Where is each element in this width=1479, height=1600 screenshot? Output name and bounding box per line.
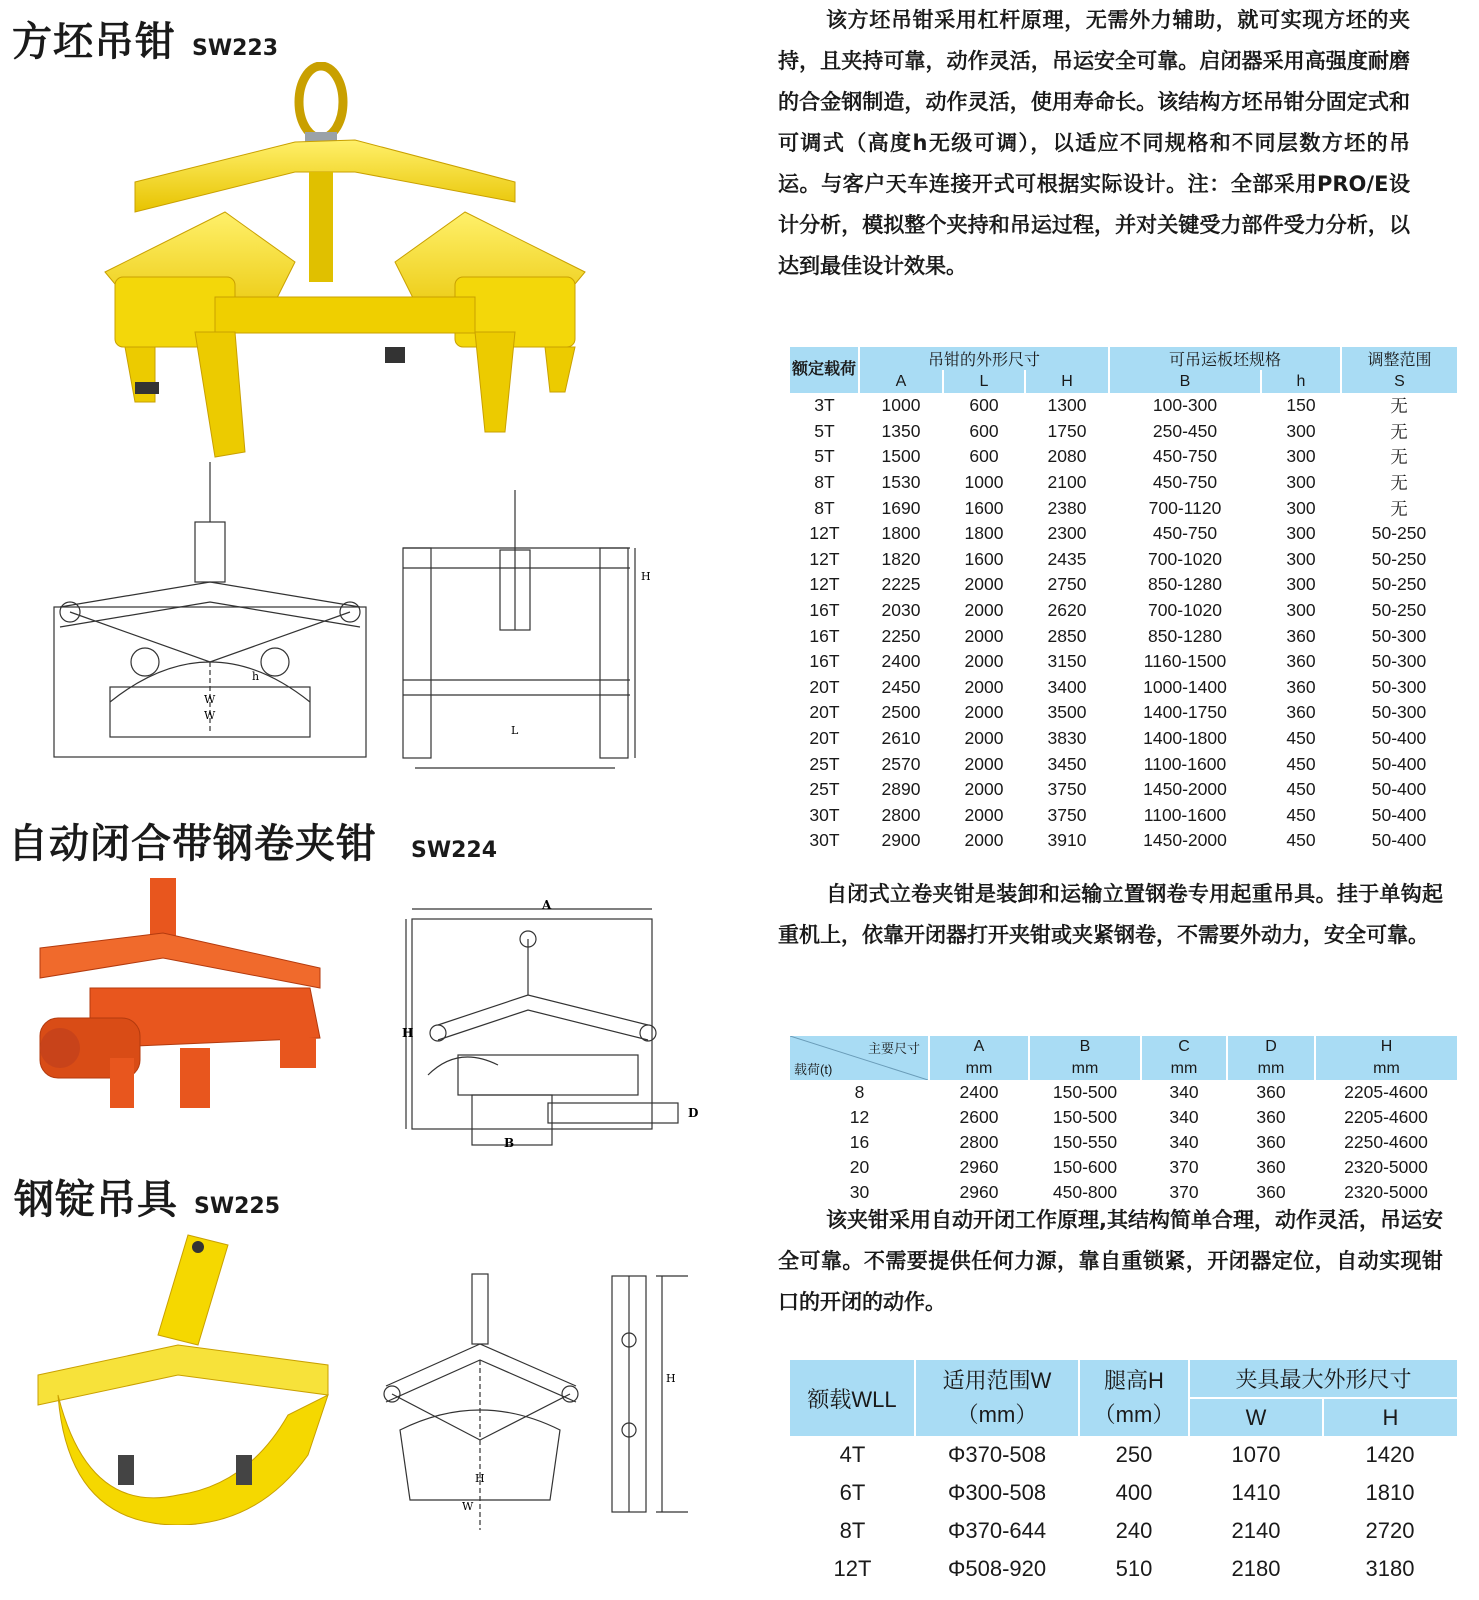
table-cell: 3750 xyxy=(1047,779,1087,800)
table-cell: 16T xyxy=(809,600,840,621)
table-cell: 360 xyxy=(1286,676,1316,697)
table-cell: 2800 xyxy=(959,1132,999,1152)
spec-table-sw223 xyxy=(790,347,1457,854)
table-row xyxy=(790,521,1457,547)
section-title-sw225 xyxy=(14,1168,280,1225)
table-cell: 1750 xyxy=(1047,420,1087,441)
table-cell: 5T xyxy=(814,446,835,467)
spec-table-sw224 xyxy=(790,1036,1457,1205)
table-cell: 1000 xyxy=(881,395,921,416)
table-cell: 250 xyxy=(1115,1442,1153,1467)
table-cell: 1000-1400 xyxy=(1143,676,1227,697)
table-cell: 1810 xyxy=(1365,1480,1415,1505)
table-row xyxy=(790,470,1457,496)
table-cell: 450 xyxy=(1286,779,1316,800)
table-cell: 8T xyxy=(839,1518,866,1543)
table-cell: 2225 xyxy=(881,574,921,595)
table-cell: 300 xyxy=(1286,523,1316,544)
label-h: H xyxy=(666,1372,676,1385)
table-body xyxy=(790,1080,1457,1205)
table-cell: 2000 xyxy=(964,753,1004,774)
table-cell: 2570 xyxy=(881,753,921,774)
table-cell: 12T xyxy=(809,548,840,569)
spec-table-sw225 xyxy=(790,1360,1457,1588)
table-cell: 2140 xyxy=(1231,1518,1281,1543)
table-cell: 2890 xyxy=(881,779,921,800)
col-header-h-small: h xyxy=(1261,370,1341,393)
table-cell: 无 xyxy=(1390,473,1408,494)
table-cell: 450-750 xyxy=(1152,523,1218,544)
table-cell: 300 xyxy=(1286,600,1316,621)
table-cell: 150 xyxy=(1286,395,1316,416)
col-header-b: B xyxy=(1029,1036,1141,1058)
table-cell: 850-1280 xyxy=(1148,625,1222,646)
table-cell: 20 xyxy=(849,1157,870,1177)
table-cell: 2080 xyxy=(1047,446,1087,467)
table-cell: 无 xyxy=(1390,447,1408,468)
table-row xyxy=(790,1474,1457,1512)
table-row xyxy=(790,777,1457,803)
unit-label: mm xyxy=(1315,1058,1457,1080)
table-row xyxy=(790,803,1457,829)
table-row xyxy=(790,547,1457,573)
table-row xyxy=(790,1550,1457,1588)
table-cell: 16 xyxy=(849,1132,870,1152)
table-cell: 2750 xyxy=(1047,574,1087,595)
table-cell: 8T xyxy=(814,497,835,518)
table-row xyxy=(790,444,1457,470)
table-cell: 2250 xyxy=(881,625,921,646)
table-cell: 510 xyxy=(1115,1556,1153,1581)
coil-tong-photo xyxy=(30,878,330,1118)
section-title-text: 方坯吊钳 xyxy=(12,19,176,65)
billet-tong-front-drawing xyxy=(50,462,370,762)
col-header-adjust: 调整范围 xyxy=(1341,347,1457,370)
table-cell: Φ300-508 xyxy=(947,1480,1047,1505)
table-body xyxy=(790,1436,1457,1588)
table-cell: 250-450 xyxy=(1152,420,1218,441)
table-cell: 360 xyxy=(1286,702,1316,723)
table-cell: 450-750 xyxy=(1152,446,1218,467)
table-cell: 300 xyxy=(1286,574,1316,595)
table-cell: 30T xyxy=(809,804,840,825)
table-cell: 2380 xyxy=(1047,497,1087,518)
table-cell: 1000 xyxy=(964,472,1004,493)
col-header-range xyxy=(915,1360,1079,1436)
table-cell: 1400-1750 xyxy=(1143,702,1227,723)
table-cell: 2600 xyxy=(959,1107,999,1127)
table-cell: 2400 xyxy=(959,1082,999,1102)
table-cell: 600 xyxy=(969,446,999,467)
label-l: L xyxy=(511,724,519,737)
table-cell: 3750 xyxy=(1047,804,1087,825)
table-row xyxy=(790,1105,1457,1130)
table-cell: 2850 xyxy=(1047,625,1087,646)
table-cell: 3910 xyxy=(1047,830,1087,851)
table-cell: 340 xyxy=(1169,1132,1199,1152)
table-cell: 300 xyxy=(1286,472,1316,493)
table-cell: 1300 xyxy=(1047,395,1087,416)
corner-label-load: 载荷(t) xyxy=(794,1062,833,1077)
label-w: W xyxy=(204,693,216,706)
table-cell: 2900 xyxy=(881,830,921,851)
table-cell: 300 xyxy=(1286,446,1316,467)
billet-tong-photo xyxy=(95,62,615,462)
table-cell: 12 xyxy=(849,1107,870,1127)
table-cell: 2000 xyxy=(964,625,1004,646)
col-header-h: H xyxy=(1323,1398,1457,1436)
table-cell: 2000 xyxy=(964,574,1004,595)
coil-tong-drawing xyxy=(398,895,710,1160)
table-cell: Φ508-920 xyxy=(947,1556,1047,1581)
unit-label: mm xyxy=(1029,1058,1141,1080)
table-cell: 450 xyxy=(1286,804,1316,825)
table-cell: 360 xyxy=(1256,1182,1286,1202)
col-header-a: A xyxy=(859,370,943,393)
col-header-w: W xyxy=(1189,1398,1323,1436)
table-cell: 2720 xyxy=(1365,1518,1415,1543)
table-cell: 370 xyxy=(1169,1157,1199,1177)
table-row xyxy=(790,649,1457,675)
label-b: B xyxy=(504,1136,515,1150)
col-header-max-dims: 夹具最大外形尺寸 xyxy=(1189,1360,1457,1398)
section-title-text: 自动闭合带钢卷夹钳 xyxy=(8,821,377,867)
table-cell: 2435 xyxy=(1047,548,1087,569)
label-a: A xyxy=(542,898,552,912)
table-cell: 450 xyxy=(1286,753,1316,774)
table-cell: 30 xyxy=(849,1182,870,1202)
table-cell: 360 xyxy=(1256,1107,1286,1127)
table-cell: 1410 xyxy=(1231,1480,1281,1505)
range-unit: （mm） xyxy=(956,1402,1038,1427)
col-header-s: S xyxy=(1341,370,1457,393)
col-header-c: C xyxy=(1141,1036,1227,1058)
table-cell: 340 xyxy=(1169,1107,1199,1127)
col-header-l: L xyxy=(943,370,1025,393)
table-cell: 360 xyxy=(1256,1132,1286,1152)
table-cell: 340 xyxy=(1169,1082,1199,1102)
table-cell: 450 xyxy=(1286,728,1316,749)
table-cell: 1820 xyxy=(881,548,921,569)
table-cell: 6T xyxy=(839,1480,866,1505)
table-row xyxy=(790,572,1457,598)
ingot-tong-front-drawing xyxy=(380,1270,590,1540)
ingot-tong-side-drawing xyxy=(602,1270,694,1520)
table-cell: 无 xyxy=(1390,396,1408,417)
table-row xyxy=(790,700,1457,726)
table-cell: 无 xyxy=(1390,498,1408,519)
table-cell: Φ370-644 xyxy=(947,1518,1047,1543)
table-cell: 300 xyxy=(1286,497,1316,518)
table-cell: 2000 xyxy=(964,804,1004,825)
table-cell: 8 xyxy=(854,1082,865,1102)
unit-label: mm xyxy=(929,1058,1029,1080)
col-header-d: D xyxy=(1227,1036,1315,1058)
table-cell: 50-400 xyxy=(1371,753,1427,774)
table-row xyxy=(790,393,1457,419)
table-cell: 20T xyxy=(809,728,840,749)
table-cell: 700-1020 xyxy=(1148,600,1222,621)
table-row xyxy=(790,1180,1457,1205)
label-d: D xyxy=(688,1106,699,1120)
table-cell: 20T xyxy=(809,702,840,723)
table-cell: 360 xyxy=(1256,1157,1286,1177)
table-cell: 3500 xyxy=(1047,702,1087,723)
col-header-outline: 吊钳的外形尺寸 xyxy=(859,347,1109,370)
table-cell: 360 xyxy=(1256,1082,1286,1102)
table-cell: 2000 xyxy=(964,702,1004,723)
table-cell: 240 xyxy=(1115,1518,1153,1543)
table-cell: 450-800 xyxy=(1052,1182,1118,1202)
billet-tong-side-drawing xyxy=(395,490,655,775)
label-w: W xyxy=(204,709,216,722)
table-cell: 2620 xyxy=(1047,600,1087,621)
table-cell: 2000 xyxy=(964,676,1004,697)
table-row xyxy=(790,1512,1457,1550)
table-cell: 300 xyxy=(1286,420,1316,441)
col-header-h: H xyxy=(1315,1036,1457,1058)
table-cell: 1600 xyxy=(964,497,1004,518)
table-row xyxy=(790,1436,1457,1474)
table-cell: 50-300 xyxy=(1371,702,1427,723)
label-h: H xyxy=(641,570,651,583)
table-cell: 300 xyxy=(1286,548,1316,569)
table-cell: 2000 xyxy=(964,728,1004,749)
table-cell: 2180 xyxy=(1231,1556,1281,1581)
table-cell: Φ370-508 xyxy=(947,1442,1047,1467)
table-cell: 1450-2000 xyxy=(1143,779,1227,800)
table-cell: 360 xyxy=(1286,625,1316,646)
table-cell: 8T xyxy=(814,472,835,493)
table-cell: 450-750 xyxy=(1152,472,1218,493)
table-cell: 20T xyxy=(809,676,840,697)
table-cell: 370 xyxy=(1169,1182,1199,1202)
table-cell: 2610 xyxy=(881,728,921,749)
table-cell: 3400 xyxy=(1047,676,1087,697)
table-cell: 2960 xyxy=(959,1157,999,1177)
table-cell: 1160-1500 xyxy=(1143,651,1227,672)
table-cell: 无 xyxy=(1390,421,1408,442)
description-sw223 xyxy=(778,0,1410,287)
table-cell: 1800 xyxy=(964,523,1004,544)
table-cell: 50-250 xyxy=(1371,523,1427,544)
table-cell: 1400-1800 xyxy=(1143,728,1227,749)
table-cell: 12T xyxy=(809,523,840,544)
table-cell: 2000 xyxy=(964,651,1004,672)
table-row xyxy=(790,1080,1457,1105)
table-cell: 50-400 xyxy=(1371,830,1427,851)
table-cell: 2100 xyxy=(1047,472,1087,493)
table-row xyxy=(790,623,1457,649)
col-header-load: 额定载荷 xyxy=(790,347,859,393)
table-cell: 3830 xyxy=(1047,728,1087,749)
col-header-leg xyxy=(1079,1360,1189,1436)
table-row xyxy=(790,1155,1457,1180)
table-cell: 5T xyxy=(814,420,835,441)
section-title-sw223 xyxy=(12,10,278,67)
table-cell: 1690 xyxy=(881,497,921,518)
table-cell: 3450 xyxy=(1047,753,1087,774)
table-row xyxy=(790,726,1457,752)
table-cell: 400 xyxy=(1115,1480,1153,1505)
label-w: W xyxy=(462,1500,474,1513)
table-cell: 25T xyxy=(809,779,840,800)
table-cell: 600 xyxy=(969,395,999,416)
range-label: 适用范围W xyxy=(942,1368,1052,1393)
table-cell: 150-500 xyxy=(1052,1107,1118,1127)
description-sw225 xyxy=(778,1200,1443,1323)
table-row xyxy=(790,419,1457,445)
table-cell: 2960 xyxy=(959,1182,999,1202)
section-code: SW224 xyxy=(411,838,498,863)
col-header-load: 额载WLL xyxy=(790,1360,915,1436)
table-cell: 3T xyxy=(814,395,835,416)
table-row xyxy=(790,598,1457,624)
table-body xyxy=(790,393,1457,854)
section-code: SW225 xyxy=(194,1194,281,1219)
leg-unit: （mm） xyxy=(1093,1402,1175,1427)
table-cell: 2250-4600 xyxy=(1344,1132,1428,1152)
col-header-h: H xyxy=(1025,370,1109,393)
description-sw224 xyxy=(778,874,1443,956)
table-row xyxy=(790,1130,1457,1155)
table-cell: 2205-4600 xyxy=(1344,1082,1428,1102)
table-cell: 2800 xyxy=(881,804,921,825)
table-cell: 50-300 xyxy=(1371,676,1427,697)
table-cell: 1350 xyxy=(881,420,921,441)
table-cell: 2030 xyxy=(881,600,921,621)
col-header-b: B xyxy=(1109,370,1261,393)
table-cell: 25T xyxy=(809,753,840,774)
table-cell: 1070 xyxy=(1231,1442,1281,1467)
table-cell: 50-400 xyxy=(1371,779,1427,800)
table-cell: 16T xyxy=(809,625,840,646)
table-cell: 3180 xyxy=(1365,1556,1415,1581)
col-header-spec: 可吊运板坯规格 xyxy=(1109,347,1341,370)
table-cell: 50-400 xyxy=(1371,728,1427,749)
table-cell: 150-600 xyxy=(1052,1157,1118,1177)
table-cell: 2320-5000 xyxy=(1344,1182,1428,1202)
table-cell: 30T xyxy=(809,830,840,851)
col-header-corner xyxy=(790,1036,929,1080)
table-cell: 12T xyxy=(833,1556,872,1581)
table-cell: 50-250 xyxy=(1371,574,1427,595)
table-row xyxy=(790,751,1457,777)
table-cell: 700-1020 xyxy=(1148,548,1222,569)
table-cell: 2000 xyxy=(964,779,1004,800)
section-title-text: 钢锭吊具 xyxy=(14,1177,178,1223)
table-cell: 850-1280 xyxy=(1148,574,1222,595)
table-cell: 100-300 xyxy=(1152,395,1218,416)
table-cell: 16T xyxy=(809,651,840,672)
description-text: 该方坯吊钳采用杠杆原理，无需外力辅助，就可实现方坯的夹持，且夹持可靠，动作灵活，吊运安全可靠。启闭器采用高强度耐磨的合金钢制造，动作灵活，使用寿命长。该结构方坯吊钳分固定式和可调式（高度h无级可调），以适应不同规格和不同层数方坯的吊运。与客户天车连接开式可根据实际设计。注：全部采用PRO/E设计分析，模拟整个夹持和吊运过程，并对关键受力部件受力分析，以达到最佳设计效果。 xyxy=(778,8,1410,278)
label-h: H xyxy=(402,1026,414,1040)
table-cell: 2500 xyxy=(881,702,921,723)
table-cell: 2000 xyxy=(964,600,1004,621)
label-h: H xyxy=(475,1472,485,1485)
table-cell: 50-300 xyxy=(1371,625,1427,646)
section-title-sw224 xyxy=(8,812,497,869)
description-text: 该夹钳采用自动开闭工作原理,其结构简单合理，动作灵活，吊运安全可靠。不需要提供任何力源，靠自重锁紧，开闭器定位，自动实现钳口的开闭的动作。 xyxy=(778,1208,1443,1314)
table-cell: 1500 xyxy=(881,446,921,467)
unit-label: mm xyxy=(1227,1058,1315,1080)
table-cell: 1530 xyxy=(881,472,921,493)
table-cell: 1800 xyxy=(881,523,921,544)
leg-label: 腿高H xyxy=(1104,1368,1164,1393)
table-row xyxy=(790,828,1457,854)
table-cell: 2205-4600 xyxy=(1344,1107,1428,1127)
section-code: SW223 xyxy=(192,36,279,61)
table-cell: 50-250 xyxy=(1371,548,1427,569)
table-cell: 1450-2000 xyxy=(1143,830,1227,851)
table-cell: 2300 xyxy=(1047,523,1087,544)
table-cell: 360 xyxy=(1286,651,1316,672)
table-cell: 2320-5000 xyxy=(1344,1157,1428,1177)
table-cell: 1100-1600 xyxy=(1143,753,1227,774)
table-cell: 1100-1600 xyxy=(1143,804,1227,825)
corner-label-dims: 主要尺寸 xyxy=(867,1041,920,1056)
table-cell: 12T xyxy=(809,574,840,595)
col-header-a: A xyxy=(929,1036,1029,1058)
table-cell: 3150 xyxy=(1047,651,1087,672)
table-cell: 2450 xyxy=(881,676,921,697)
table-cell: 50-400 xyxy=(1371,804,1427,825)
table-cell: 50-250 xyxy=(1371,600,1427,621)
table-cell: 150-550 xyxy=(1052,1132,1118,1152)
table-cell: 600 xyxy=(969,420,999,441)
table-row xyxy=(790,675,1457,701)
description-text: 自闭式立卷夹钳是装卸和运输立置钢卷专用起重吊具。挂于单钩起重机上，依靠开闭器打开夹钳或夹紧钢卷，不需要外动力，安全可靠。 xyxy=(778,882,1443,947)
table-cell: 450 xyxy=(1286,830,1316,851)
table-cell: 2400 xyxy=(881,651,921,672)
label-h: h xyxy=(252,670,260,683)
table-cell: 1600 xyxy=(964,548,1004,569)
table-cell: 700-1120 xyxy=(1148,497,1222,518)
ingot-tong-photo xyxy=(28,1225,338,1525)
table-row xyxy=(790,495,1457,521)
table-cell: 4T xyxy=(839,1442,866,1467)
unit-label: mm xyxy=(1141,1058,1227,1080)
table-cell: 2000 xyxy=(964,830,1004,851)
table-cell: 50-300 xyxy=(1371,651,1427,672)
table-cell: 150-500 xyxy=(1052,1082,1118,1102)
table-cell: 1420 xyxy=(1365,1442,1415,1467)
